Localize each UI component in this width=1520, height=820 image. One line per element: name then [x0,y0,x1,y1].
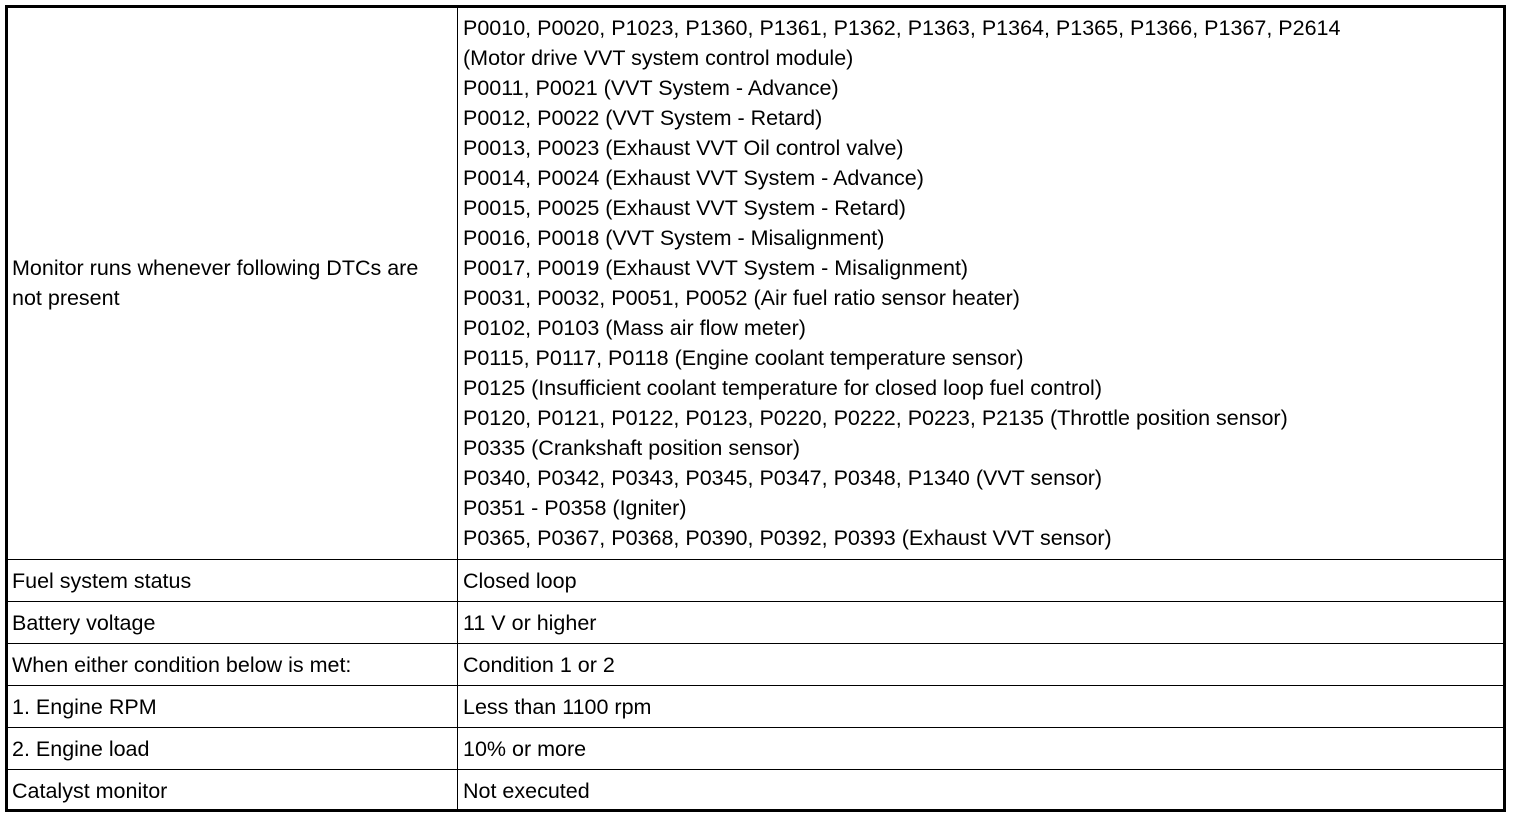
row-value: Less than 1100 rpm [458,686,1506,728]
dtc-line: P0014, P0024 (Exhaust VVT System - Advance) [463,166,924,190]
row-label: When either condition below is met: [7,644,458,686]
table-row [7,560,1506,602]
dtc-line: P0011, P0021 (VVT System - Advance) [463,76,839,100]
dtc-list-cell [458,7,1506,560]
row-value: 10% or more [458,728,1506,770]
table-row [7,602,1506,644]
row-label: 2. Engine load [7,728,458,770]
row-value: Closed loop [458,560,1506,602]
table-row [7,7,1506,560]
dtc-line: P0120, P0121, P0122, P0123, P0220, P0222, P0223, P2135 (Throttle position sensor) [463,406,1288,430]
row-value: Condition 1 or 2 [458,644,1506,686]
row-label: Battery voltage [7,602,458,644]
table-row [7,686,1506,728]
dtc-line: P0012, P0022 (VVT System - Retard) [463,106,823,130]
row-label: Monitor runs whenever following DTCs are not present [7,7,458,560]
monitor-conditions-table [6,6,1506,812]
table-row [7,644,1506,686]
dtc-line: P0016, P0018 (VVT System - Misalignment) [463,226,885,250]
dtc-line: P0017, P0019 (Exhaust VVT System - Misalignment) [463,256,969,280]
row-label: 1. Engine RPM [7,686,458,728]
table-row [7,728,1506,770]
dtc-line: P0013, P0023 (Exhaust VVT Oil control valve) [463,136,904,160]
dtc-line: P0365, P0367, P0368, P0390, P0392, P0393 (Exhaust VVT sensor) [463,526,1112,550]
dtc-line: P0351 - P0358 (Igniter) [463,496,687,520]
table-row [7,770,1506,812]
dtc-line: P0031, P0032, P0051, P0052 (Air fuel ratio sensor heater) [463,286,1020,310]
dtc-line: P0015, P0025 (Exhaust VVT System - Retard) [463,196,906,220]
dtc-line: P0010, P0020, P1023, P1360, P1361, P1362, P1363, P1364, P1365, P1366, P1367, P2614 [463,16,1341,40]
row-value: 11 V or higher [458,602,1506,644]
dtc-list [463,10,1500,556]
dtc-line: P0340, P0342, P0343, P0345, P0347, P0348, P1340 (VVT sensor) [463,466,1103,490]
row-label: Catalyst monitor [7,770,458,812]
dtc-line: P0115, P0117, P0118 (Engine coolant temperature sensor) [463,346,1024,370]
dtc-line: P0102, P0103 (Mass air flow meter) [463,316,806,340]
dtc-line: P0125 (Insufficient coolant temperature for closed loop fuel control) [463,376,1102,400]
dtc-line: P0335 (Crankshaft position sensor) [463,436,801,460]
row-label: Fuel system status [7,560,458,602]
row-value: Not executed [458,770,1506,812]
dtc-line: (Motor drive VVT system control module) [463,46,854,70]
